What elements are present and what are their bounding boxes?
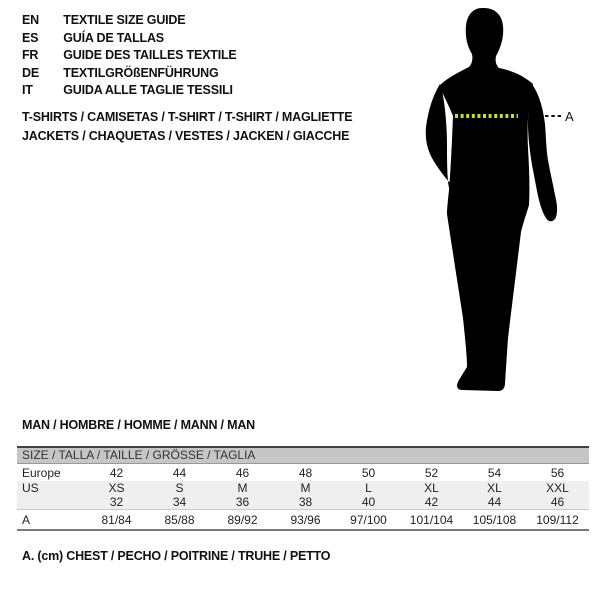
- man-silhouette-right-arm: [528, 83, 557, 221]
- table-cell: 44: [172, 465, 187, 480]
- size-table: [17, 446, 589, 531]
- table-cell: 32: [109, 495, 124, 509]
- language-code: ES: [22, 30, 39, 45]
- table-cell: M: [300, 481, 311, 495]
- language-label: GUÍA DE TALLAS: [63, 30, 164, 45]
- table-cell: 81/84: [101, 512, 132, 527]
- measure-footnote: A. (cm) CHEST / PECHO / POITRINE / TRUHE / PETTO: [22, 549, 331, 563]
- row-label: A: [22, 512, 31, 527]
- man-silhouette-body: [439, 8, 533, 391]
- category-line-jackets: JACKETS / CHAQUETAS / VESTES / JACKEN / GIACCHE: [22, 128, 350, 143]
- table-row-chest-a: [17, 510, 589, 529]
- language-label: GUIDE DES TAILLES TEXTILE: [63, 48, 237, 62]
- row-label: Europe: [22, 465, 61, 480]
- table-cell: 36: [235, 495, 250, 509]
- table-cell: 105/108: [472, 512, 517, 527]
- table-cell: 101/104: [409, 512, 454, 527]
- language-row: [22, 12, 237, 30]
- table-cell: 44: [487, 495, 502, 509]
- table-cell: 50: [361, 465, 376, 480]
- language-list: [22, 12, 237, 100]
- language-label: GUIDA ALLE TAGLIE TESSILI: [63, 83, 233, 97]
- measure-label-a: A: [565, 109, 574, 124]
- language-row: [22, 65, 237, 83]
- table-cell: 34: [172, 495, 187, 509]
- table-cell: M: [237, 481, 248, 495]
- table-row-us: [17, 481, 589, 495]
- table-cell: 52: [424, 465, 439, 480]
- language-label: TEXTILE SIZE GUIDE: [63, 13, 186, 27]
- man-silhouette-svg: [370, 0, 600, 400]
- table-cell: 56: [550, 465, 565, 480]
- language-label: TEXTILGRÖßENFÜHRUNG: [63, 65, 219, 80]
- section-title-man: MAN / HOMBRE / HOMME / MANN / MAN: [22, 418, 255, 432]
- language-code: EN: [22, 13, 39, 27]
- table-cell: 48: [298, 465, 313, 480]
- language-row: [22, 30, 237, 48]
- category-lines: [22, 108, 352, 145]
- table-cell: 85/88: [164, 512, 195, 527]
- table-cell: 38: [298, 495, 313, 509]
- table-row-europe: [17, 464, 589, 481]
- size-table-header: SIZE / TALLA / TAILLE / GRÖSSE / TAGLIA: [17, 448, 589, 464]
- category-line-tshirts: T-SHIRTS / CAMISETAS / T-SHIRT / T-SHIRT / MAGLIETTE: [22, 110, 353, 124]
- table-row-us-numeric: [17, 495, 589, 510]
- table-cell: 46: [550, 495, 565, 509]
- man-figure: [370, 0, 600, 400]
- table-cell: XL: [424, 481, 439, 495]
- language-code: DE: [22, 65, 39, 80]
- table-cell: 93/96: [290, 512, 321, 527]
- table-cell: 109/112: [536, 512, 579, 527]
- table-cell: 89/92: [227, 512, 258, 527]
- language-code: FR: [22, 48, 39, 62]
- table-cell: XS: [108, 481, 125, 495]
- table-cell: 40: [361, 495, 376, 509]
- language-row: [22, 82, 237, 100]
- table-cell: 42: [424, 495, 439, 509]
- table-cell: 54: [487, 465, 502, 480]
- table-cell: L: [365, 481, 372, 495]
- row-label: US: [22, 481, 39, 495]
- table-cell: 42: [109, 465, 124, 480]
- language-row: [22, 47, 237, 65]
- table-cell: XL: [487, 481, 502, 495]
- table-cell: XXL: [546, 481, 569, 495]
- table-cell: S: [175, 481, 184, 495]
- table-cell: 97/100: [350, 512, 387, 527]
- table-cell: 46: [235, 465, 250, 480]
- language-code: IT: [22, 83, 33, 97]
